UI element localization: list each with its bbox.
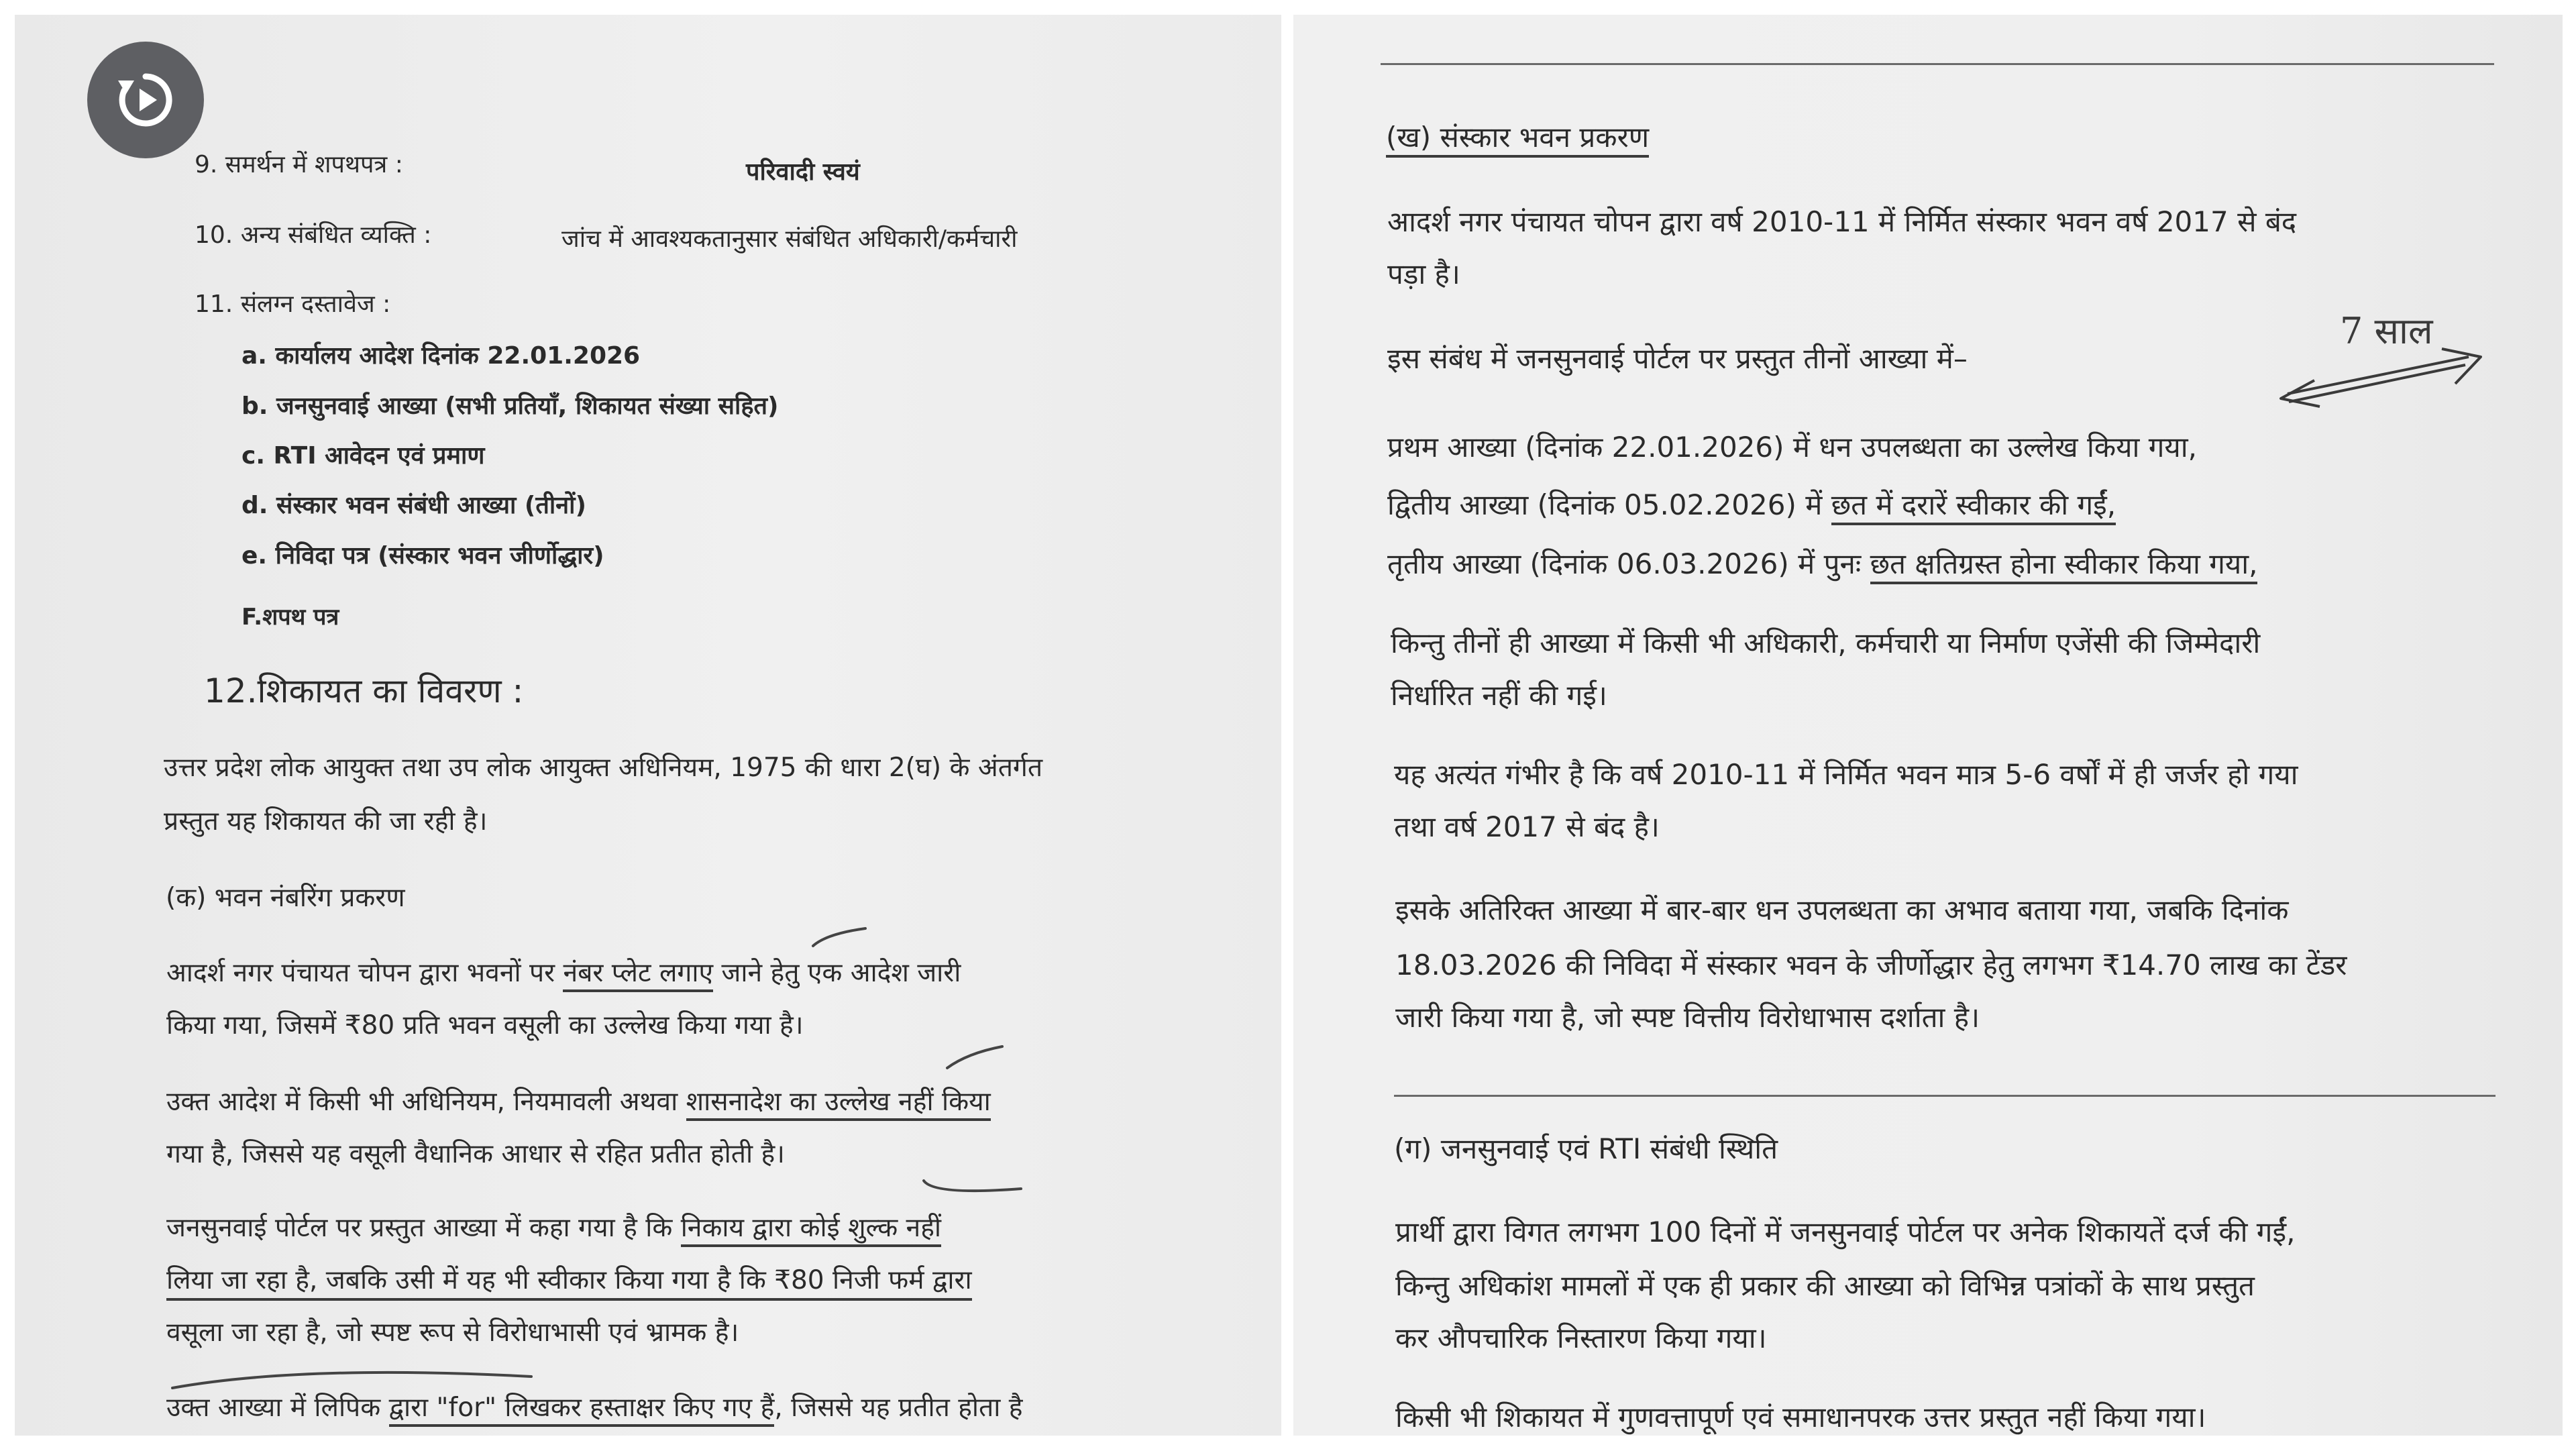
p2-line-1: उक्त आदेश में किसी भी अधिनियम, नियमावली अथवा शासनादेश का उल्लेख नहीं किया: [166, 1087, 991, 1118]
kha-p3-line-2: निर्धारित नहीं की गई।: [1391, 679, 1607, 712]
kha-p3-line-1: किन्तु तीनों ही आख्या में किसी भी अधिकारी, कर्मचारी या निर्माण एजेंसी की जिम्मेदारी: [1391, 627, 2261, 659]
double-arrow-icon: [2274, 337, 2489, 411]
kha-p5-line-1: इसके अतिरिक्त आख्या में बार-बार धन उपलब्धता का अभाव बताया गया, जबकि दिनांक: [1395, 894, 2289, 926]
handwritten-note: 7 साल: [2340, 310, 2433, 352]
replay-icon: [87, 42, 204, 158]
intro-line-1: उत्तर प्रदेश लोक आयुक्त तथा उप लोक आयुक्त अधिनियम, 1975 की धारा 2(घ) के अंतर्गत: [164, 753, 1043, 783]
replay-button[interactable]: [87, 42, 204, 158]
p3-line-2: लिया जा रहा है, जबकि उसी में यह भी स्वीकार किया गया है कि ₹80 निजी फर्म द्वारा: [166, 1265, 972, 1301]
p1-line-2: किया गया, जिसमें ₹80 प्रति भवन वसूली का उल्लेख किया गया है।: [166, 1010, 804, 1040]
kha-p4-line-1: यह अत्यंत गंभीर है कि वर्ष 2010-11 में निर्मित भवन मात्र 5-6 वर्षों में ही जर्जर हो गया: [1394, 758, 2298, 791]
intro-line-2: प्रस्तुत यह शिकायत की जा रही है।: [164, 806, 488, 837]
section-rule: [1394, 1095, 2496, 1097]
attachment-b: b. जनसुनवाई आख्या (सभी प्रतियाँ, शिकायत संख्या सहित): [241, 392, 779, 420]
pen-stroke: [169, 1358, 545, 1398]
top-rule: [1381, 63, 2494, 65]
p1-line-1: आदर्श नगर पंचायत चोपन द्वारा भवनों पर नंबर प्लेट लगाए जाने हेतु एक आदेश जारी: [166, 958, 961, 989]
kha-p2: इस संबंध में जनसुनवाई पोर्टल पर प्रस्तुत तीनों आख्या में–: [1387, 342, 1968, 375]
ga-p6-line-1: प्रार्थी द्वारा विगत लगभग 100 दिनों में जनसुनवाई पोर्टल पर अनेक शिकायतें दर्ज की गईं,: [1395, 1216, 2296, 1248]
section-ga-heading: (ग) जनसुनवाई एवं RTI संबंधी स्थिति: [1394, 1132, 1778, 1165]
attachment-e: e. निविदा पत्र (संस्कार भवन जीर्णोद्धार): [241, 542, 604, 570]
item9-value: परिवादी स्वयं: [746, 158, 860, 186]
p2-line-2: गया है, जिससे यह वसूली वैधानिक आधार से रहित प्रतीत होती है।: [166, 1139, 785, 1169]
tick-mark: [941, 1041, 1008, 1081]
first-report: प्रथम आख्या (दिनांक 22.01.2026) में धन उपलब्धता का उल्लेख किया गया,: [1387, 431, 2197, 464]
item11-label: 11. संलग्न दस्तावेज :: [195, 290, 391, 318]
kha-p5-line-2: 18.03.2026 की निविदा में संस्कार भवन के जीर्णोद्धार हेतु लगभग ₹14.70 लाख का टेंडर: [1395, 949, 2347, 981]
kha-p5-line-3: जारी किया गया है, जो स्पष्ट वित्तीय विरोधाभास दर्शाता है।: [1395, 1001, 1980, 1034]
item9-label: 9. समर्थन में शपथपत्र :: [195, 151, 403, 178]
complaint-heading: 12.शिकायत का विवरण :: [204, 672, 524, 710]
ga-p6-line-3: कर औपचारिक निस्तारण किया गया।: [1395, 1322, 1767, 1354]
kha-p4-line-2: तथा वर्ष 2017 से बंद है।: [1394, 810, 1660, 843]
attachment-c: c. RTI आवेदन एवं प्रमाण: [241, 442, 485, 470]
item10-value: जांच में आवश्यकतानुसार संबंधित अधिकारी/कर्मचारी: [561, 225, 1018, 253]
third-report: तृतीय आख्या (दिनांक 06.03.2026) में पुनः छत क्षतिग्रस्त होना स्वीकार किया गया,: [1387, 547, 2257, 581]
attachment-a: a. कार्यालय आदेश दिनांक 22.01.2026: [241, 342, 641, 370]
left-page: [15, 15, 1281, 1436]
right-page: [1293, 15, 2563, 1436]
tick-mark: [806, 920, 873, 961]
p4-line-1: उक्त आख्या में लिपिक द्वारा "for" लिखकर हस्ताक्षर किए गए हैं, जिससे यह प्रतीत होता है: [166, 1393, 1022, 1424]
ga-p7: किसी भी शिकायत में गुणवत्तापूर्ण एवं समाधानपरक उत्तर प्रस्तुत नहीं किया गया।: [1395, 1401, 2206, 1434]
kha-p1-line-1: आदर्श नगर पंचायत चोपन द्वारा वर्ष 2010-11 में निर्मित संस्कार भवन वर्ष 2017 से बंद: [1387, 205, 2297, 238]
second-report: द्वितीय आख्या (दिनांक 05.02.2026) में छत में दरारें स्वीकार की गईं,: [1387, 488, 2116, 522]
kha-p1-line-2: पड़ा है।: [1387, 258, 1460, 290]
ga-p6-line-2: किन्तु अधिकांश मामलों में एक ही प्रकार की आख्या को विभिन्न पत्रांकों के साथ प्रस्तुत: [1395, 1269, 2255, 1302]
p3-line-1: जनसुनवाई पोर्टल पर प्रस्तुत आख्या में कहा गया है कि निकाय द्वारा कोई शुल्क नहीं: [166, 1213, 941, 1244]
pen-stroke: [920, 1175, 1028, 1209]
section-ka-heading: (क) भवन नंबरिंग प्रकरण: [166, 883, 405, 913]
attachment-f: F.शपथ पत्र: [241, 604, 339, 631]
p3-line-3: वसूला जा रहा है, जो स्पष्ट रूप से विरोधाभासी एवं भ्रामक है।: [166, 1318, 739, 1348]
item10-label: 10. अन्य संबंधित व्यक्ति :: [195, 221, 432, 249]
attachment-d: d. संस्कार भवन संबंधी आख्या (तीनों): [241, 492, 586, 519]
section-kha-heading: (ख) संस्कार भवन प्रकरण: [1386, 121, 1649, 154]
